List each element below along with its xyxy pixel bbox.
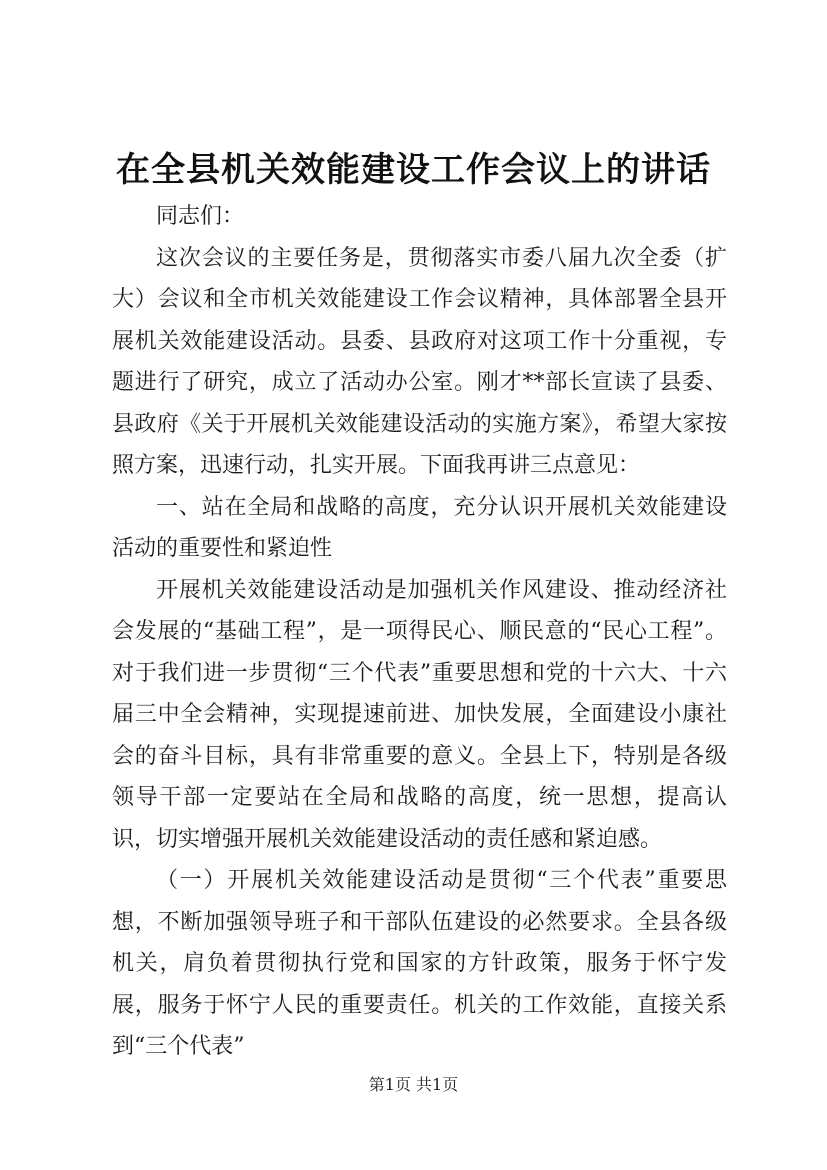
page-number-footer: 第1页 共1页 bbox=[368, 1075, 459, 1094]
greeting-line: 同志们： bbox=[156, 204, 245, 229]
paragraph-intro: 这次会议的主要任务是，贯彻落实市委八届九次全委（扩大）会议和全市机关效能建设工作会议精神，具体部署全县开展机关效能建设活动。县委、县政府对这项工作十分重视，专题进行了研究，成立了活动办公室。刚才**部长宣读了县委、县政府《关于开展机关效能建设活动的实施方案》，希望大家按照方案，迅速行动，扎实开展。下面我再讲三点意见： bbox=[112, 245, 727, 478]
paragraph-significance: 开展机关效能建设活动是加强机关作风建设、推动经济社会发展的“基础工程”，是一项得民心、顺民意的“民心工程”。对于我们进一步贯彻“三个代表”重要思想和党的十六大、十六届三中全会精神，实现提速前进、加快发展，全面建设小康社会的奋斗目标，具有非常重要的意义。全县上下，特别是各级领导干部一定要站在全局和战略的高度，统一思想，提高认识，切实增强开展机关效能建设活动的责任感和紧迫感。 bbox=[112, 577, 727, 852]
section-heading-one: 一、站在全局和战略的高度，充分认识开展机关效能建设活动的重要性和紧迫性 bbox=[112, 494, 727, 561]
document-body bbox=[112, 196, 727, 1068]
document-title: 在全县机关效能建设工作会议上的讲话 bbox=[116, 150, 711, 190]
paragraph-subpoint-one: （一）开展机关效能建设活动是贯彻“三个代表”重要思想，不断加强领导班子和干部队伍建设的必然要求。全县各级机关，肩负着贯彻执行党和国家的方针政策，服务于怀宁发展，服务于怀宁人民的重要责任。机关的工作效能，直接关系到“三个代表” bbox=[112, 868, 727, 1059]
